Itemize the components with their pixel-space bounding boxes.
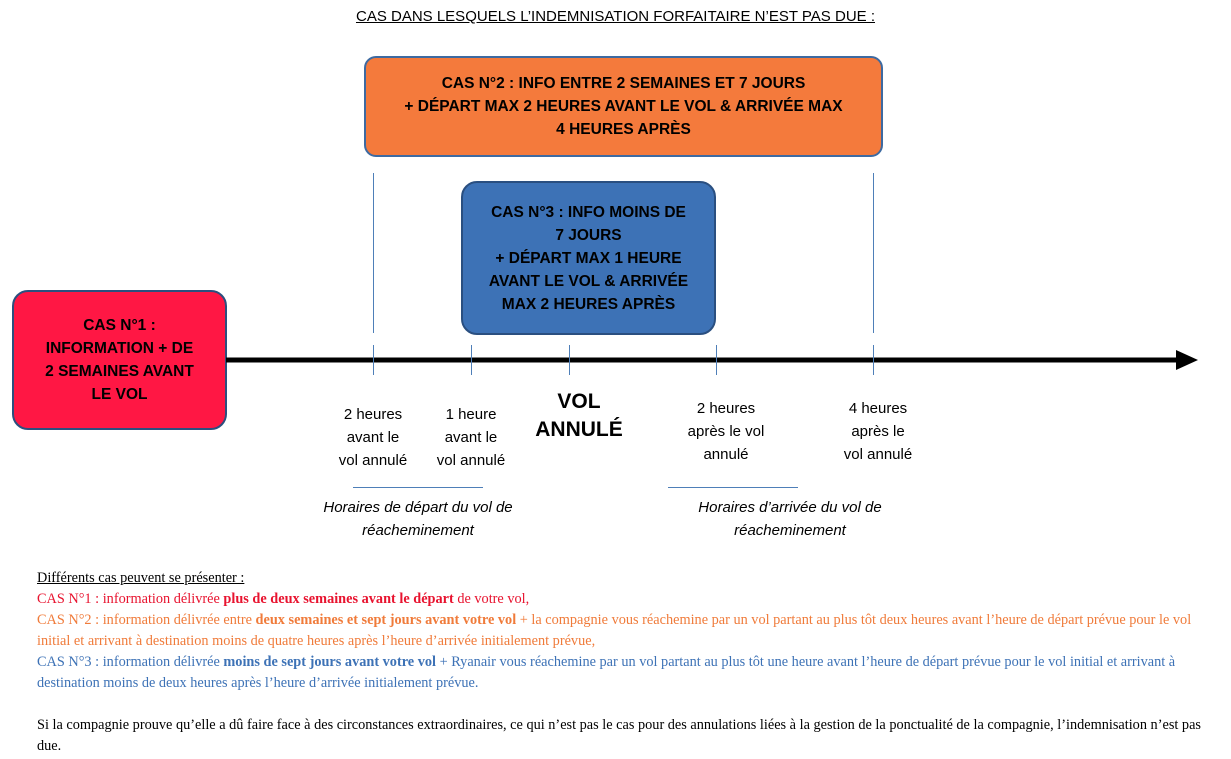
arrival-range-line xyxy=(668,487,798,488)
label-line: vol annulé xyxy=(843,446,913,463)
caption-line: Horaires de départ du vol de xyxy=(323,499,513,516)
arrival-caption xyxy=(640,496,940,542)
label-line: annulé xyxy=(703,446,749,463)
cas3-line: 7 JOURS xyxy=(555,226,622,244)
diagram-title: CAS DANS LESQUELS L’INDEMNISATION FORFAITAIRE N’EST PAS DUE : xyxy=(355,8,875,25)
legend-cas2 xyxy=(37,610,1217,652)
label-1h-before xyxy=(421,403,521,472)
legend-text: de votre vol, xyxy=(453,591,530,607)
cas3-line: AVANT LE VOL & ARRIVÉE xyxy=(488,272,689,290)
cas2-line: CAS N°2 : INFO ENTRE 2 SEMAINES ET 7 JOURS xyxy=(441,75,806,92)
legend-heading: Différents cas peuvent se présenter : xyxy=(37,570,245,586)
label-line: vol annulé xyxy=(436,452,506,469)
tick-1h-before xyxy=(471,345,472,375)
label-2h-after xyxy=(666,397,786,466)
tick-2h-before xyxy=(373,345,374,375)
cas3-line: MAX 2 HEURES APRÈS xyxy=(501,295,676,313)
label-line: 2 heures xyxy=(343,406,403,423)
legend-emphasis: plus de deux semaines avant le départ xyxy=(223,591,454,607)
cas1-box xyxy=(12,290,227,430)
cas2-right-guide-line xyxy=(873,173,874,333)
label-line: avant le xyxy=(346,429,400,446)
caption-line: réacheminement xyxy=(362,522,474,539)
label-2h-before xyxy=(323,403,423,472)
label-line: après le xyxy=(851,423,905,440)
tick-2h-after xyxy=(716,345,717,375)
legend-text: CAS N°2 : information délivrée entre xyxy=(37,612,256,628)
cas2-line: 4 HEURES APRÈS xyxy=(556,121,691,138)
legend-note: Si la compagnie prouve qu’elle a dû faire face à des circonstances extraordinaires, ce qui n’est pas le cas pour des annulations liées à la gestion de la ponctualité de la compagnie, l’indemnisation n’est pas due. xyxy=(37,717,1201,754)
cas2-box xyxy=(364,56,883,157)
label-line: avant le xyxy=(444,429,498,446)
cas2-line: + DÉPART MAX 2 HEURES AVANT LE VOL & ARRIVÉE MAX xyxy=(404,98,843,115)
cas1-line: INFORMATION + DE xyxy=(45,340,194,357)
legend-cas3 xyxy=(37,652,1217,694)
legend xyxy=(37,568,1217,757)
tick-4h-after xyxy=(873,345,874,375)
caption-line: Horaires d’arrivée du vol de xyxy=(698,499,882,516)
cas1-line: 2 SEMAINES AVANT xyxy=(45,363,194,380)
label-cancelled-flight xyxy=(519,388,639,444)
cas3-line: + DÉPART MAX 1 HEURE xyxy=(495,249,682,267)
label-line: vol annulé xyxy=(338,452,408,469)
caption-line: réacheminement xyxy=(734,522,846,539)
legend-emphasis: moins de sept jours avant votre vol xyxy=(223,654,436,670)
legend-text: CAS N°1 : information délivrée xyxy=(37,591,224,607)
label-line: 1 heure xyxy=(445,406,497,423)
cas1-line: LE VOL xyxy=(91,386,148,403)
cas2-left-guide-line xyxy=(373,173,374,333)
label-4h-after xyxy=(823,397,933,466)
label-line: ANNULÉ xyxy=(535,418,623,441)
departure-range-line xyxy=(353,487,483,488)
label-line: VOL xyxy=(557,390,601,413)
label-line: 4 heures xyxy=(848,400,908,417)
label-line: 2 heures xyxy=(696,400,756,417)
legend-emphasis: deux semaines et sept jours avant votre vol xyxy=(255,612,517,628)
label-line: après le vol xyxy=(687,423,765,440)
legend-cas1 xyxy=(37,589,1217,610)
cas3-line: CAS N°3 : INFO MOINS DE xyxy=(491,203,686,221)
cas3-box xyxy=(461,181,716,335)
departure-caption xyxy=(268,496,568,542)
tick-cancelled-flight xyxy=(569,345,570,375)
cas1-line: CAS N°1 : xyxy=(83,317,156,334)
legend-text: + Ryanair vous réachemine par un vol partant au plus tôt une heure avant l’heure de départ prévue pour le vol initial et arrivant à destination moins de deux heures après l’heure d’arrivée initialement prévue. xyxy=(37,654,1176,691)
legend-text: CAS N°3 : information délivrée xyxy=(37,654,224,670)
legend-text: + la compagnie vous réachemine par un vol partant au plus tôt deux heures avant l’heure de départ prévue pour le vol initial et arrivant à destination moins de quatre heures après l’heure d’arrivée initialement prévue, xyxy=(37,612,1192,649)
